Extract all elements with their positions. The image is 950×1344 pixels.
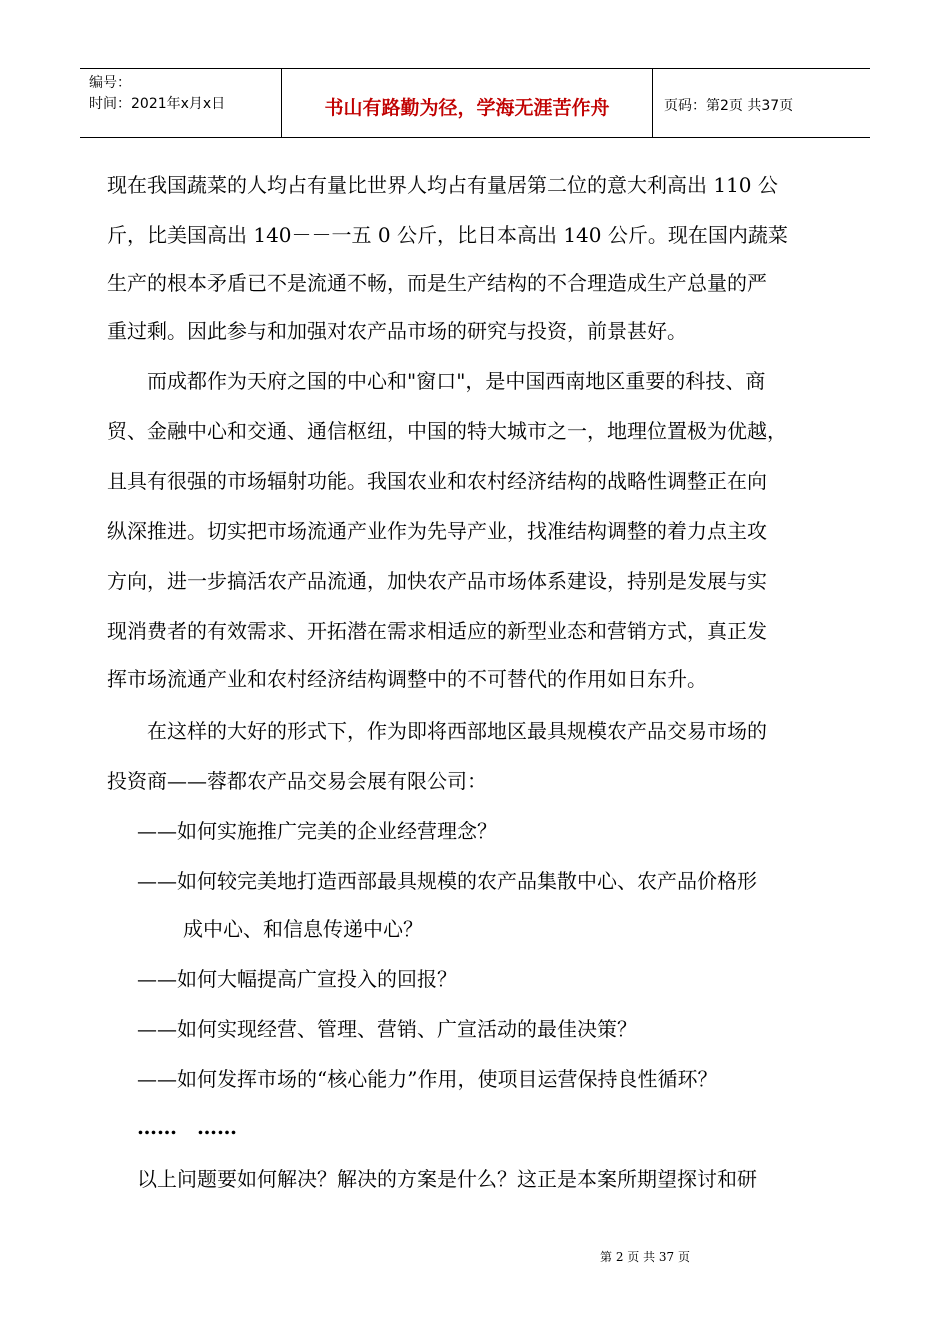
header-page-info: 页码：第2页 共37页 [664, 98, 794, 114]
body-line: ——如何较完美地打造西部最具规模的农产品集散中心、农产品价格形 [137, 869, 757, 893]
body-line: 现消费者的有效需求、开拓潜在需求相适应的新型业态和营销方式，真正发 [107, 619, 767, 643]
header-motto: 书山有路勤为径，学海无涯苦作舟 [324, 97, 610, 119]
body-line: 生产的根本矛盾已不是流通不畅，而是生产结构的不合理造成生产总量的严 [107, 271, 767, 295]
body-line: 纵深推进。切实把市场流通产业作为先导产业，找准结构调整的着力点主攻 [107, 519, 767, 543]
body-line: ——如何实现经营、管理、营销、广宣活动的最佳决策？ [137, 1017, 637, 1041]
body-line: ——如何实施推广完美的企业经营理念？ [137, 819, 497, 843]
body-line: 贸、金融中心和交通、通信枢纽，中国的特大城市之一，地理位置极为优越， [107, 419, 787, 443]
header-motto-cell [282, 69, 653, 137]
page-footer: 第 2 页 共 37 页 [600, 1250, 690, 1264]
body-line: ——如何发挥市场的“核心能力”作用，使项目运营保持良性循环？ [137, 1067, 718, 1091]
body-line: 现在我国蔬菜的人均占有量比世界人均占有量居第二位的意大利高出 110 公 [107, 173, 778, 197]
body-line: 以上问题要如何解决？解决的方案是什么？这正是本案所期望探讨和研 [137, 1167, 757, 1191]
body-line: 在这样的大好的形式下，作为即将西部地区最具规模农产品交易市场的 [127, 719, 767, 743]
header-page-cell [653, 69, 870, 137]
body-line: 斤，比美国高出 140－－一五 0 公斤，比日本高出 140 公斤。现在国内蔬菜 [107, 223, 788, 247]
body-line: 挥市场流通产业和农村经济结构调整中的不可替代的作用如日东升。 [107, 667, 707, 691]
header-meta-cell [80, 69, 282, 137]
body-line: 投资商——蓉都农产品交易会展有限公司： [107, 769, 487, 793]
document-header [80, 68, 870, 138]
body-line: 重过剩。因此参与和加强对农产品市场的研究与投资，前景甚好。 [107, 319, 687, 343]
body-line: 而成都作为天府之国的中心和"窗口"，是中国西南地区重要的科技、商 [127, 369, 766, 393]
body-line: 成中心、和信息传递中心？ [183, 917, 423, 941]
body-line-ellipsis: …… …… [137, 1115, 237, 1139]
body-line: 且具有很强的市场辐射功能。我国农业和农村经济结构的战略性调整正在向 [107, 469, 767, 493]
doc-date-label: 时间：2021年x月x日 [89, 96, 226, 112]
body-line: 方向，进一步搞活农产品流通，加快农产品市场体系建设，持别是发展与实 [107, 569, 767, 593]
doc-number-label: 编号： [89, 75, 131, 91]
body-line: ——如何大幅提高广宣投入的回报？ [137, 967, 457, 991]
